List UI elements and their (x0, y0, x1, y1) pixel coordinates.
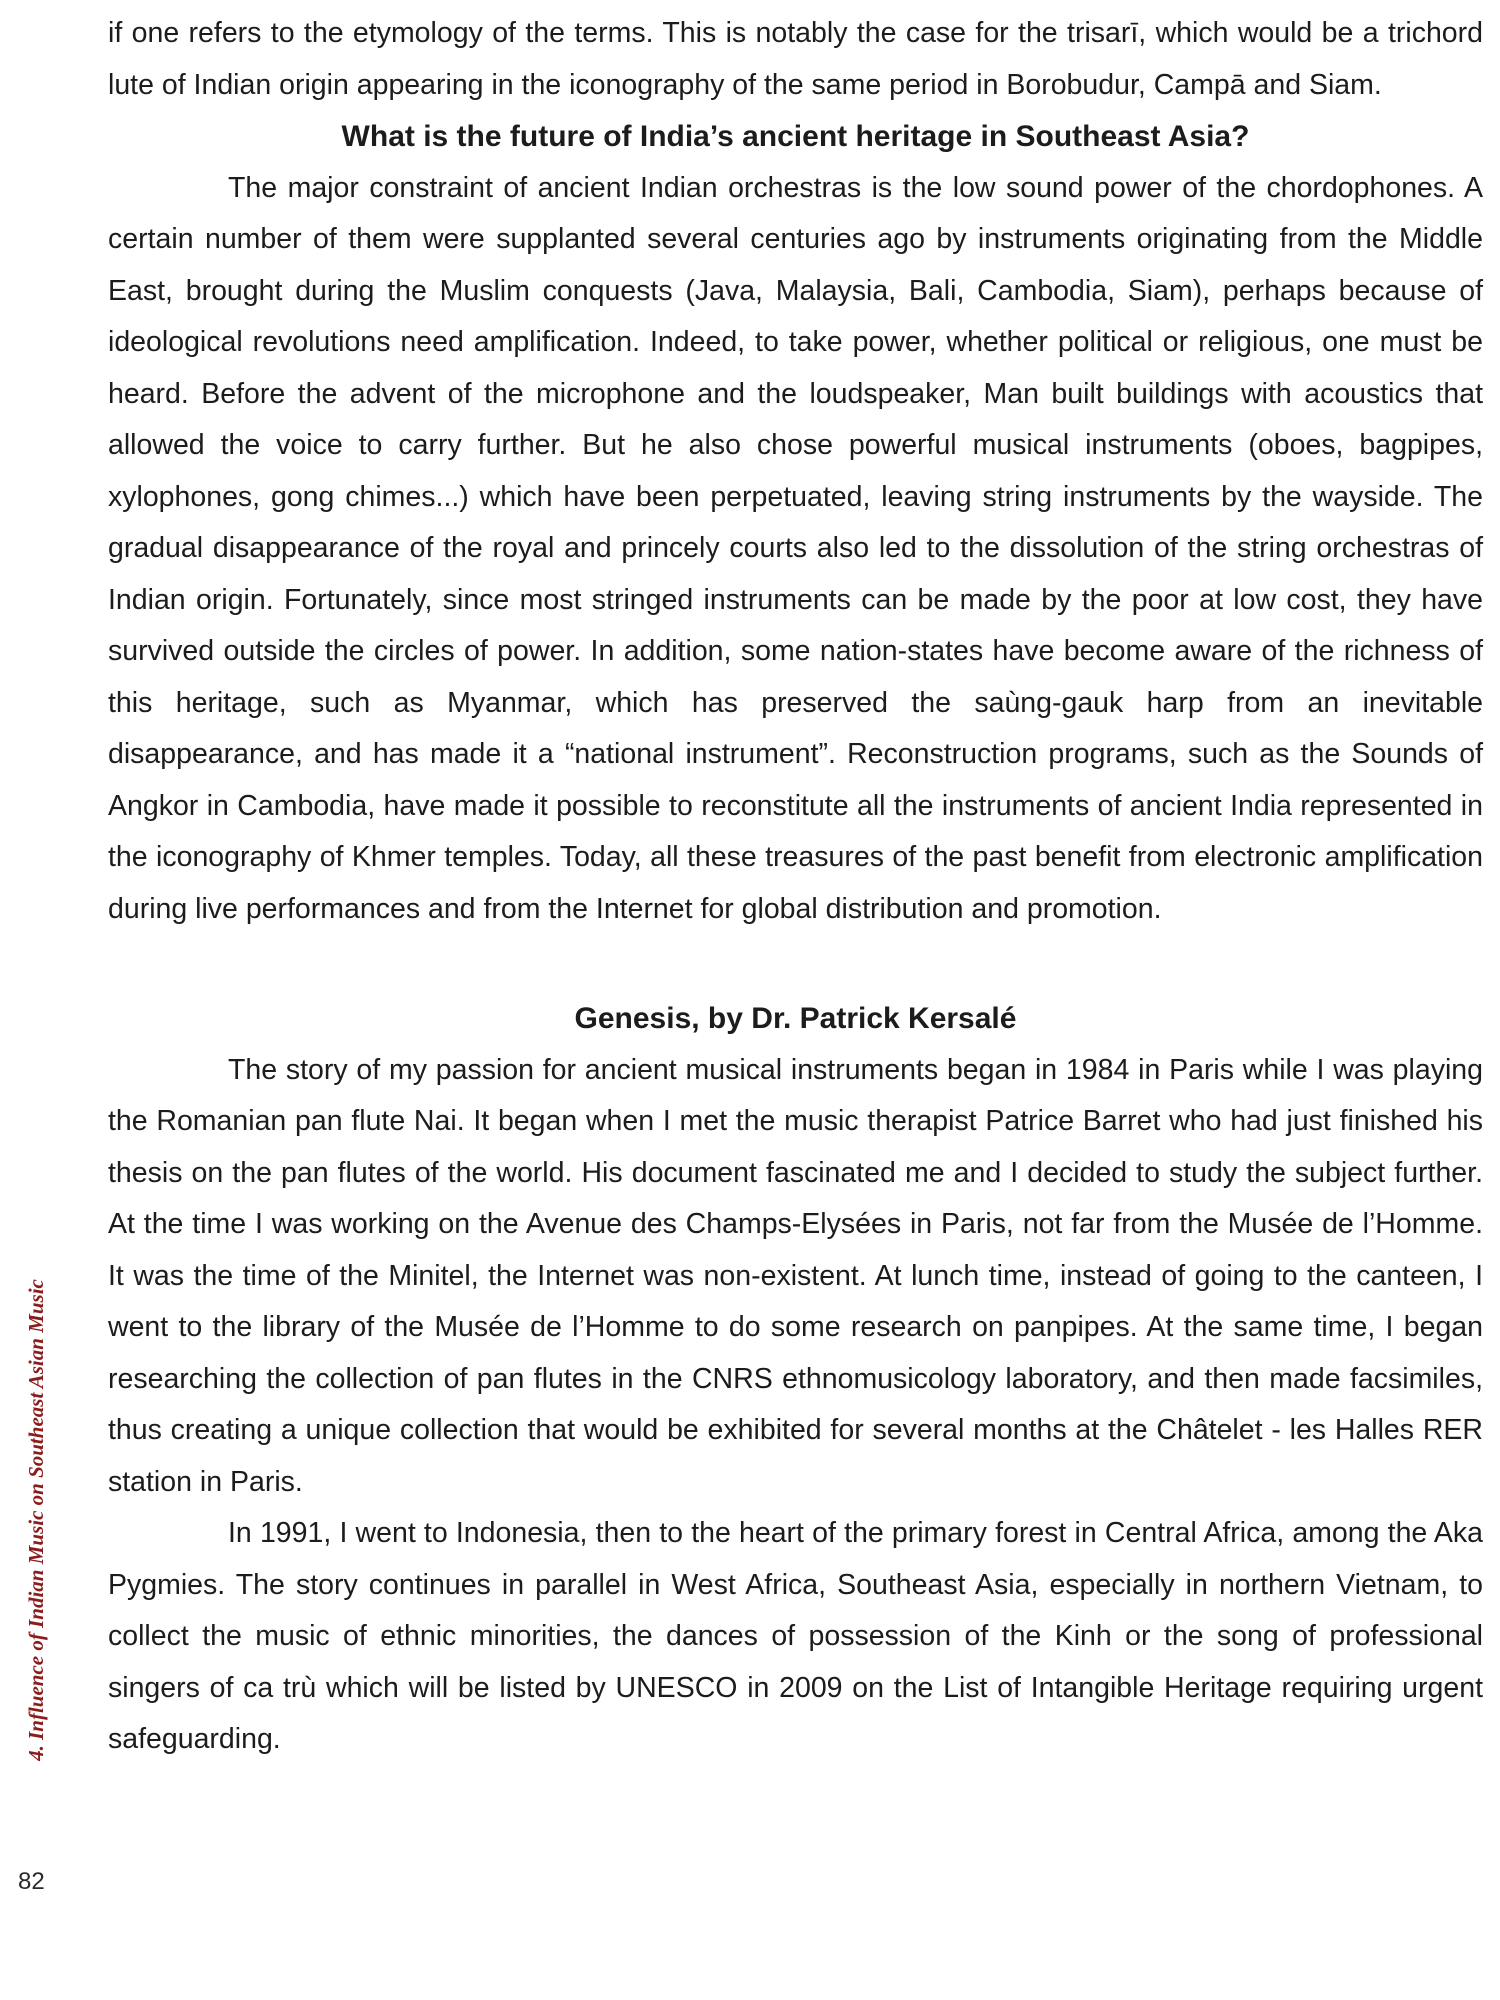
section-spacer (108, 935, 1483, 993)
chapter-running-title: 4. Influence of Indian Music on Southeast Asian Music (24, 1279, 48, 1761)
section-heading-future: What is the future of India’s ancient heritage in Southeast Asia? (341, 120, 1250, 153)
main-text-column (108, 8, 1483, 1766)
genesis-paragraph-1: The story of my passion for ancient musical instruments began in 1984 in Paris while I was playing the Romanian pan flute Nai. It began when I met the music therapist Patrice Barret who had just finished his thesis on the pan flutes of the world. His document fascinated me and I decided to study the subject further. At the time I was working on the Avenue des Champs-Elysées in Paris, not far from the Musée de l’Homme. It was the time of the Minitel, the Internet was non-existent. At lunch time, instead of going to the canteen, I went to the library of the Musée de l’Homme to do some research on panpipes. At the same time, I began researching the collection of pan flutes in the CNRS ethnomusicology laboratory, and then made facsimiles, thus creating a unique collection that would be exhibited for several months at the Châtelet - les Halles RER station in Paris. (108, 1053, 1483, 1498)
future-paragraph: The major constraint of ancient Indian orchestras is the low sound power of the chordophones. A certain number of them were supplanted several centuries ago by instruments originating from the Middle East, brought during the Muslim conquests (Java, Malaysia, Bali, Cambodia, Siam), perhaps because of ideological revolutions need amplification. Indeed, to take power, whether political or religious, one must be heard. Before the advent of the microphone and the loudspeaker, Man built buildings with acoustics that allowed the voice to carry further. But he also chose powerful musical instruments (oboes, bagpipes, xylophones, gong chimes...) which have been perpetuated, leaving string instruments by the wayside. The gradual disappearance of the royal and princely courts also led to the dissolution of the string orchestras of Indian origin. Fortunately, since most stringed instruments can be made by the poor at low cost, they have survived outside the circles of power. In addition, some nation-states have become aware of the richness of this heritage, such as Myanmar, which has preserved the saùng-gauk harp from an inevitable disappearance, and has made it a “national instrument”. Reconstruction programs, such as the Sounds of Angkor in Cambodia, have made it possible to reconstitute all the instruments of ancient India represented in the iconography of Khmer temples. Today, all these treasures of the past benefit from electronic amplification during live performances and from the Internet for global distribution and promotion. (108, 171, 1483, 925)
genesis-paragraph-2: In 1991, I went to Indonesia, then to the heart of the primary forest in Central Africa, among the Aka Pygmies. The story continues in parallel in West Africa, Southeast Asia, especially in northern Vietnam, to collect the music of ethnic minorities, the dances of possession of the Kinh or the song of professional singers of ca trù which will be listed by UNESCO in 2009 on the List of Intangible Heritage requiring urgent safeguarding. (108, 1517, 1483, 1755)
section-heading-genesis: Genesis, by Dr. Patrick Kersalé (574, 1002, 1017, 1035)
intro-paragraph: if one refers to the etymology of the terms. This is notably the case for the trisarī, which would be a trichord lute of Indian origin appearing in the iconography of the same period in Borobudur, Campā and Siam. (108, 17, 1483, 101)
page-number: 82 (18, 1868, 45, 1895)
